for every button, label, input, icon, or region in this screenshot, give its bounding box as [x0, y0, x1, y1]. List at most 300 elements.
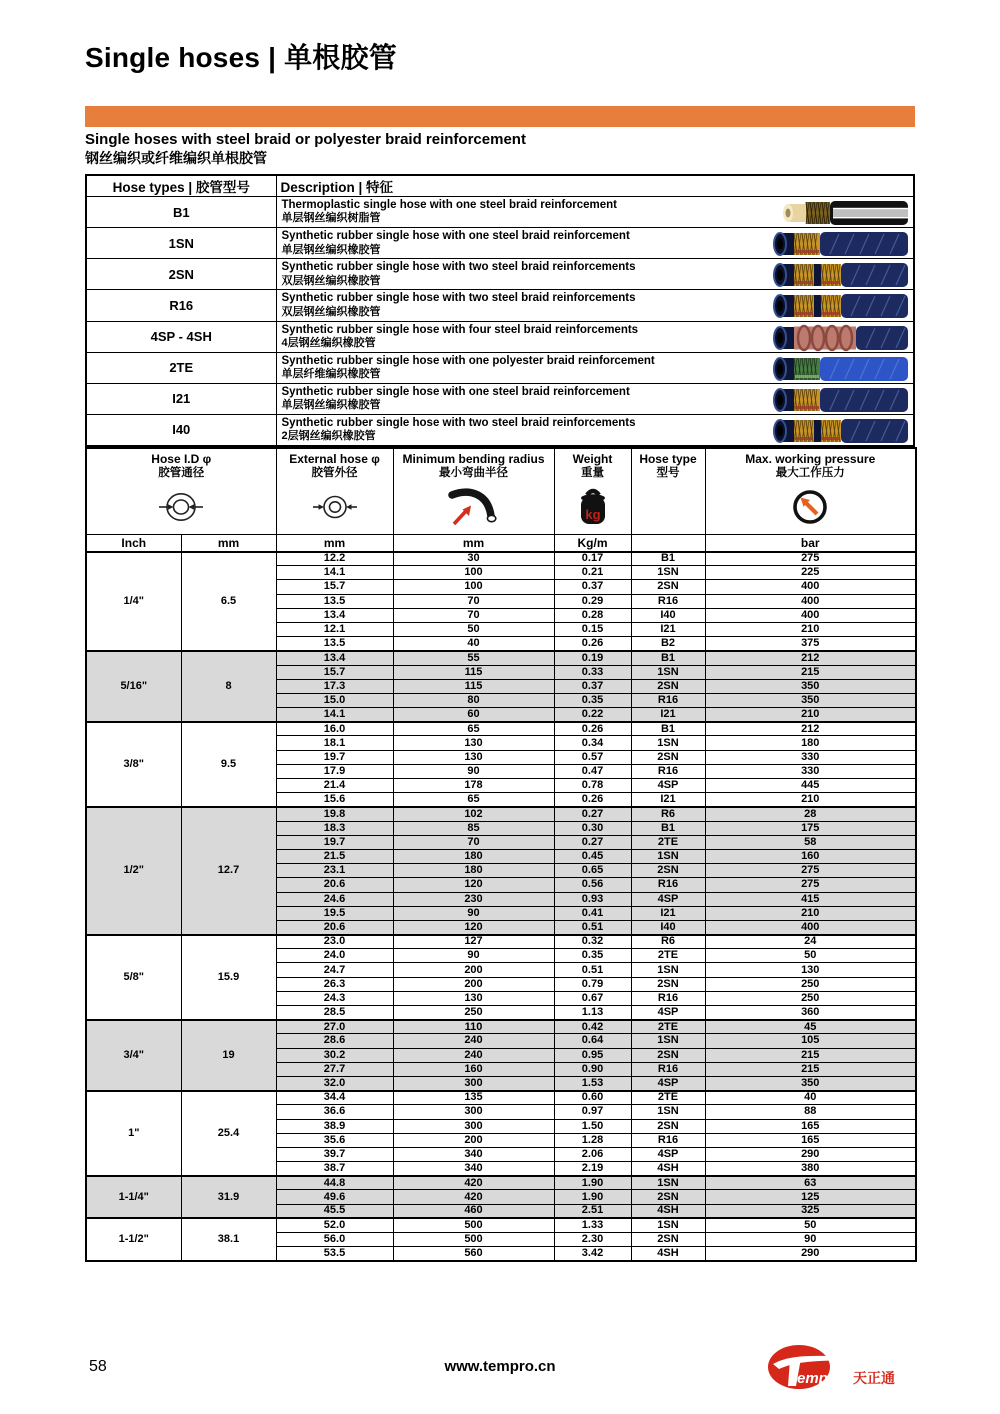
- hose-type-cell: 1SN: [631, 1105, 705, 1119]
- weight-cell: 1.33: [554, 1218, 631, 1232]
- hose-type-cell: 2SN: [631, 679, 705, 693]
- external-diameter-cell: 36.6: [276, 1105, 393, 1119]
- external-diameter-cell: 27.7: [276, 1062, 393, 1076]
- max-pressure-cell: 165: [705, 1133, 916, 1147]
- hose-id-mm-cell: 12.7: [181, 807, 276, 935]
- external-diameter-cell: 17.3: [276, 679, 393, 693]
- hose-type-cell: 2SN: [631, 1119, 705, 1133]
- unit-kgm: Kg/m: [554, 534, 631, 552]
- hose-type-cell: 2SN: [631, 1048, 705, 1062]
- hose-cutaway-image: [770, 354, 910, 384]
- hose-type-code: 4SP - 4SH: [86, 321, 276, 352]
- weight-cell: 0.79: [554, 977, 631, 991]
- col-hose-type: [631, 448, 705, 534]
- hose-type-row: [86, 259, 914, 290]
- types-header-row: [86, 175, 914, 197]
- hose-description-cell: [276, 228, 914, 259]
- hose-id-inch-cell: 5/16": [86, 651, 181, 722]
- max-pressure-cell: 212: [705, 722, 916, 736]
- weight-cell: 0.17: [554, 552, 631, 566]
- hose-desc-cn: 2层钢丝编织橡胶管: [281, 430, 376, 443]
- max-pressure-cell: 50: [705, 949, 916, 963]
- description-col-header: Description | 特征: [276, 175, 914, 197]
- bend-radius-cell: 340: [393, 1162, 554, 1176]
- bend-radius-cell: 420: [393, 1190, 554, 1204]
- hose-type-cell: 2TE: [631, 1091, 705, 1105]
- max-pressure-cell: 360: [705, 1006, 916, 1020]
- external-diameter-cell: 20.6: [276, 920, 393, 934]
- weight-kg-icon: [556, 484, 630, 530]
- max-pressure-cell: 63: [705, 1176, 916, 1190]
- max-pressure-cell: 275: [705, 864, 916, 878]
- bend-radius-cell: 90: [393, 949, 554, 963]
- external-diameter-cell: 28.5: [276, 1006, 393, 1020]
- bend-radius-cell: 120: [393, 920, 554, 934]
- section-subtitle-cn: 钢丝编织或纤维编织单根胶管: [85, 150, 267, 166]
- hose-type-row: [86, 321, 914, 352]
- max-pressure-cell: 400: [705, 920, 916, 934]
- hose-type-cell: 2SN: [631, 1233, 705, 1247]
- spec-row: [86, 552, 916, 566]
- hose-type-cell: 1SN: [631, 1176, 705, 1190]
- external-diameter-cell: 13.5: [276, 594, 393, 608]
- hose-desc-cn: 单层纤维编织橡胶管: [281, 368, 381, 380]
- spec-row: [86, 1091, 916, 1105]
- weight-cell: 0.93: [554, 892, 631, 906]
- bend-radius-cell: 180: [393, 864, 554, 878]
- external-diameter-cell: 45.5: [276, 1204, 393, 1218]
- max-pressure-cell: 380: [705, 1162, 916, 1176]
- bend-radius-cell: 90: [393, 906, 554, 920]
- weight-cell: 0.78: [554, 779, 631, 793]
- external-diameter-cell: 12.1: [276, 622, 393, 636]
- bend-radius-cell: 178: [393, 779, 554, 793]
- bend-radius-cell: 70: [393, 594, 554, 608]
- bend-radius-cell: 130: [393, 750, 554, 764]
- unit-mm: mm: [276, 534, 393, 552]
- pressure-gauge-icon: [707, 484, 915, 530]
- weight-cell: 0.26: [554, 793, 631, 807]
- bend-radius-cell: 115: [393, 665, 554, 679]
- hose-id-inch-cell: 5/8": [86, 935, 181, 1020]
- hose-type-code: R16: [86, 290, 276, 321]
- weight-cell: 2.19: [554, 1162, 631, 1176]
- external-diameter-cell: 44.8: [276, 1176, 393, 1190]
- hose-desc-en: Synthetic rubber single hose with four steel braid reinforcements: [281, 323, 639, 336]
- max-pressure-cell: 50: [705, 1218, 916, 1232]
- hose-type-cell: I21: [631, 793, 705, 807]
- unit-mm: mm: [181, 534, 276, 552]
- external-diameter-cell: 17.9: [276, 764, 393, 778]
- bend-radius-cell: 300: [393, 1119, 554, 1133]
- svg-text:kg: kg: [584, 506, 601, 522]
- hose-type-cell: 1SN: [631, 736, 705, 750]
- max-pressure-cell: 210: [705, 793, 916, 807]
- weight-cell: 0.57: [554, 750, 631, 764]
- col-label-cn: 型号: [656, 467, 680, 480]
- page-title: Single hoses | 单根胶管: [85, 42, 397, 73]
- hose-types-table: [85, 174, 915, 447]
- max-pressure-cell: 400: [705, 580, 916, 594]
- hose-type-cell: B1: [631, 651, 705, 665]
- bend-radius-cell: 127: [393, 935, 554, 949]
- units-row: [86, 534, 916, 552]
- hose-type-row: [86, 290, 914, 321]
- external-diameter-cell: 15.0: [276, 693, 393, 707]
- hose-type-cell: B1: [631, 722, 705, 736]
- bend-radius-cell: 200: [393, 977, 554, 991]
- weight-cell: 0.56: [554, 878, 631, 892]
- external-diameter-cell: 12.2: [276, 552, 393, 566]
- hose-type-cell: R6: [631, 935, 705, 949]
- external-diameter-cell: 24.0: [276, 949, 393, 963]
- max-pressure-cell: 350: [705, 1076, 916, 1090]
- spec-row: [86, 1218, 916, 1232]
- bend-radius-cell: 500: [393, 1218, 554, 1232]
- hose-cutaway-image: [770, 323, 910, 353]
- hose-type-code: I21: [86, 383, 276, 414]
- hose-desc-cn: 单层钢丝编织树脂管: [281, 212, 381, 225]
- hose-type-cell: R16: [631, 991, 705, 1005]
- max-pressure-cell: 415: [705, 892, 916, 906]
- bend-radius-cell: 60: [393, 708, 554, 722]
- weight-cell: 0.27: [554, 807, 631, 821]
- bend-radius-cell: 120: [393, 878, 554, 892]
- website-link[interactable]: www.tempro.cn: [444, 1358, 556, 1375]
- external-diameter-cell: 38.7: [276, 1162, 393, 1176]
- external-diameter-cell: 19.7: [276, 750, 393, 764]
- bend-radius-cell: 230: [393, 892, 554, 906]
- max-pressure-cell: 105: [705, 1034, 916, 1048]
- hose-id-mm-cell: 6.5: [181, 552, 276, 651]
- weight-cell: 0.41: [554, 906, 631, 920]
- col-label-cn: 胶管通径: [158, 467, 205, 480]
- weight-cell: 2.06: [554, 1147, 631, 1161]
- weight-cell: 0.67: [554, 991, 631, 1005]
- hose-cutaway-image: [770, 229, 910, 259]
- bend-radius-cell: 115: [393, 679, 554, 693]
- hose-cutaway-image: [770, 198, 910, 228]
- col-label-en: Max. working pressure: [745, 452, 876, 466]
- max-pressure-cell: 330: [705, 764, 916, 778]
- weight-cell: 0.32: [554, 935, 631, 949]
- hose-id-inch-cell: 1/2": [86, 807, 181, 935]
- hose-type-cell: I40: [631, 920, 705, 934]
- weight-cell: 1.90: [554, 1190, 631, 1204]
- max-pressure-cell: 125: [705, 1190, 916, 1204]
- hose-type-row: [86, 352, 914, 383]
- hose-id-mm-cell: 8: [181, 651, 276, 722]
- hose-type-row: [86, 383, 914, 414]
- weight-cell: 2.30: [554, 1233, 631, 1247]
- hose-type-cell: 4SH: [631, 1204, 705, 1218]
- section-subtitle-en: Single hoses with steel braid or polyester braid reinforcement: [85, 131, 526, 148]
- max-pressure-cell: 215: [705, 1062, 916, 1076]
- external-diameter-cell: 19.8: [276, 807, 393, 821]
- weight-cell: 0.65: [554, 864, 631, 878]
- bend-radius-cell: 65: [393, 793, 554, 807]
- hose-description-cell: [276, 414, 914, 446]
- max-pressure-cell: 175: [705, 821, 916, 835]
- hose-id-inch-cell: 1-1/2": [86, 1218, 181, 1261]
- weight-cell: 0.42: [554, 1020, 631, 1034]
- hose-type-row: [86, 197, 914, 228]
- external-diameter-cell: 13.4: [276, 608, 393, 622]
- hose-type-code: 2SN: [86, 259, 276, 290]
- max-pressure-cell: 350: [705, 679, 916, 693]
- hose-desc-cn: 双层钢丝编织橡胶管: [281, 274, 381, 287]
- hose-type-cell: I21: [631, 906, 705, 920]
- hose-type-cell: 2SN: [631, 864, 705, 878]
- weight-cell: 2.51: [554, 1204, 631, 1218]
- col-label-en: Hose type: [639, 452, 697, 466]
- spec-header-row: [86, 448, 916, 534]
- external-diameter-cell: 19.5: [276, 906, 393, 920]
- weight-cell: 1.28: [554, 1133, 631, 1147]
- hose-type-cell: 4SP: [631, 1076, 705, 1090]
- hose-type-cell: 1SN: [631, 1218, 705, 1232]
- hose-type-cell: R16: [631, 878, 705, 892]
- bend-radius-cell: 90: [393, 764, 554, 778]
- bend-radius-cell: 70: [393, 608, 554, 622]
- hose-type-cell: 2TE: [631, 1020, 705, 1034]
- max-pressure-cell: 88: [705, 1105, 916, 1119]
- hose-type-cell: R16: [631, 693, 705, 707]
- external-diameter-cell: 27.0: [276, 1020, 393, 1034]
- spec-row: [86, 651, 916, 665]
- unit-bar: bar: [705, 534, 916, 552]
- hose-type-cell: 4SH: [631, 1247, 705, 1261]
- hose-desc-cn: 4层钢丝编织橡胶管: [281, 336, 376, 349]
- external-diameter-cell: 52.0: [276, 1218, 393, 1232]
- max-pressure-cell: 90: [705, 1233, 916, 1247]
- max-pressure-cell: 215: [705, 1048, 916, 1062]
- col-label-cn: 胶管外径: [311, 467, 358, 480]
- external-diameter-cell: 56.0: [276, 1233, 393, 1247]
- bend-radius-cell: 135: [393, 1091, 554, 1105]
- max-pressure-cell: 225: [705, 566, 916, 580]
- external-diameter-cell: 24.6: [276, 892, 393, 906]
- weight-cell: 1.50: [554, 1119, 631, 1133]
- hose-id-inch-cell: 3/8": [86, 722, 181, 807]
- svg-text:天正通: 天正通: [853, 1370, 895, 1386]
- max-pressure-cell: 400: [705, 594, 916, 608]
- bend-radius-cell: 180: [393, 849, 554, 863]
- inner-diameter-icon: [88, 484, 275, 530]
- hose-desc-en: Synthetic rubber single hose with two steel braid reinforcements: [281, 416, 636, 429]
- spec-table: [85, 447, 917, 1262]
- hose-type-cell: R16: [631, 764, 705, 778]
- max-pressure-cell: 250: [705, 977, 916, 991]
- hose-desc-en: Synthetic rubber single hose with one steel braid reinforcement: [281, 230, 630, 243]
- external-diameter-cell: 53.5: [276, 1247, 393, 1261]
- max-pressure-cell: 350: [705, 693, 916, 707]
- max-pressure-cell: 212: [705, 651, 916, 665]
- types-col-header: Hose types | 胶管型号: [86, 175, 276, 197]
- weight-cell: 0.64: [554, 1034, 631, 1048]
- hose-description-cell: [276, 290, 914, 321]
- external-diameter-cell: 24.7: [276, 963, 393, 977]
- unit-blank: [631, 534, 705, 552]
- max-pressure-cell: 24: [705, 935, 916, 949]
- max-pressure-cell: 28: [705, 807, 916, 821]
- hose-description-cell: [276, 321, 914, 352]
- max-pressure-cell: 130: [705, 963, 916, 977]
- bend-radius-cell: 80: [393, 693, 554, 707]
- weight-cell: 0.28: [554, 608, 631, 622]
- max-pressure-cell: 165: [705, 1119, 916, 1133]
- max-pressure-cell: 215: [705, 665, 916, 679]
- hose-type-row: [86, 228, 914, 259]
- hose-type-cell: 4SP: [631, 1147, 705, 1161]
- bend-radius-cell: 200: [393, 1133, 554, 1147]
- hose-cutaway-image: [770, 385, 910, 415]
- hose-type-cell: R16: [631, 1133, 705, 1147]
- external-diameter-cell: 13.4: [276, 651, 393, 665]
- weight-cell: 0.45: [554, 849, 631, 863]
- hose-type-cell: I21: [631, 622, 705, 636]
- hose-id-mm-cell: 19: [181, 1020, 276, 1091]
- page-number: 58: [89, 1358, 107, 1375]
- spec-row: [86, 807, 916, 821]
- col-label-en: External hose φ: [289, 452, 380, 466]
- col-label-en: Hose I.D φ: [151, 452, 212, 466]
- bend-radius-cell: 460: [393, 1204, 554, 1218]
- hose-type-cell: 4SP: [631, 892, 705, 906]
- bend-radius-cell: 420: [393, 1176, 554, 1190]
- bend-radius-cell: 30: [393, 552, 554, 566]
- hose-id-mm-cell: 25.4: [181, 1091, 276, 1176]
- external-diameter-cell: 18.3: [276, 821, 393, 835]
- col-weight: [554, 448, 631, 534]
- catalog-page: [85, 0, 915, 1262]
- bend-radius-cell: 50: [393, 622, 554, 636]
- external-diameter-cell: 14.1: [276, 708, 393, 722]
- external-diameter-cell: 23.0: [276, 935, 393, 949]
- col-external: [276, 448, 393, 534]
- hose-type-cell: B1: [631, 552, 705, 566]
- bend-radius-cell: 100: [393, 580, 554, 594]
- weight-cell: 1.90: [554, 1176, 631, 1190]
- hose-type-cell: 2SN: [631, 750, 705, 764]
- hose-id-inch-cell: 1": [86, 1091, 181, 1176]
- spec-row: [86, 1020, 916, 1034]
- bend-radius-icon: [395, 484, 553, 530]
- hose-type-code: B1: [86, 197, 276, 228]
- external-diameter-cell: 16.0: [276, 722, 393, 736]
- hose-description-cell: [276, 383, 914, 414]
- external-diameter-cell: 21.5: [276, 849, 393, 863]
- bend-radius-cell: 340: [393, 1147, 554, 1161]
- bend-radius-cell: 300: [393, 1105, 554, 1119]
- external-diameter-cell: 35.6: [276, 1133, 393, 1147]
- spec-row: [86, 722, 916, 736]
- max-pressure-cell: 58: [705, 835, 916, 849]
- bend-radius-cell: 130: [393, 991, 554, 1005]
- col-label-cn: 重量: [581, 467, 604, 480]
- bend-radius-cell: 40: [393, 637, 554, 651]
- external-diameter-cell: 39.7: [276, 1147, 393, 1161]
- max-pressure-cell: 275: [705, 878, 916, 892]
- bend-radius-cell: 65: [393, 722, 554, 736]
- external-diameter-cell: 19.7: [276, 835, 393, 849]
- weight-cell: 0.47: [554, 764, 631, 778]
- hose-type-cell: 4SP: [631, 779, 705, 793]
- hose-id-inch-cell: 1-1/4": [86, 1176, 181, 1219]
- col-label-cn: 最大工作压力: [775, 467, 845, 480]
- svg-text:empro: empro: [797, 1370, 843, 1387]
- weight-cell: 0.97: [554, 1105, 631, 1119]
- outer-diameter-icon: [278, 484, 392, 530]
- unit-mm: mm: [393, 534, 554, 552]
- max-pressure-cell: 445: [705, 779, 916, 793]
- hose-type-cell: B1: [631, 821, 705, 835]
- max-pressure-cell: 290: [705, 1147, 916, 1161]
- col-bend-radius: [393, 448, 554, 534]
- hose-type-cell: 1SN: [631, 566, 705, 580]
- external-diameter-cell: 13.5: [276, 637, 393, 651]
- col-label-en: Weight: [572, 452, 613, 466]
- external-diameter-cell: 34.4: [276, 1091, 393, 1105]
- col-label-en: Minimum bending radius: [402, 452, 545, 466]
- weight-cell: 1.13: [554, 1006, 631, 1020]
- hose-type-cell: I40: [631, 608, 705, 622]
- weight-cell: 0.26: [554, 637, 631, 651]
- hose-type-cell: 4SH: [631, 1162, 705, 1176]
- hose-type-cell: R6: [631, 807, 705, 821]
- hose-description-cell: [276, 352, 914, 383]
- unit-inch: Inch: [86, 534, 181, 552]
- no-icon: [633, 484, 704, 530]
- max-pressure-cell: 325: [705, 1204, 916, 1218]
- bend-radius-cell: 85: [393, 821, 554, 835]
- max-pressure-cell: 160: [705, 849, 916, 863]
- weight-cell: 0.26: [554, 722, 631, 736]
- hose-type-cell: R16: [631, 594, 705, 608]
- hose-desc-cn: 单层钢丝编织橡胶管: [281, 243, 381, 256]
- weight-cell: 0.51: [554, 963, 631, 977]
- bend-radius-cell: 130: [393, 736, 554, 750]
- external-diameter-cell: 18.1: [276, 736, 393, 750]
- hose-cutaway-image: [770, 416, 910, 446]
- weight-cell: 0.35: [554, 949, 631, 963]
- hose-desc-en: Synthetic rubber single hose with one steel braid reinforcement: [281, 385, 630, 398]
- weight-cell: 0.19: [554, 651, 631, 665]
- weight-cell: 0.21: [554, 566, 631, 580]
- external-diameter-cell: 23.1: [276, 864, 393, 878]
- weight-cell: 0.37: [554, 580, 631, 594]
- max-pressure-cell: 210: [705, 622, 916, 636]
- hose-type-cell: B2: [631, 637, 705, 651]
- hose-type-cell: 2SN: [631, 1190, 705, 1204]
- hose-id-mm-cell: 38.1: [181, 1218, 276, 1261]
- hose-type-cell: 4SP: [631, 1006, 705, 1020]
- hose-id-inch-cell: 1/4": [86, 552, 181, 651]
- external-diameter-cell: 28.6: [276, 1034, 393, 1048]
- tempro-logo: [763, 1340, 915, 1394]
- hose-desc-cn: 双层钢丝编织橡胶管: [281, 305, 381, 318]
- external-diameter-cell: 24.3: [276, 991, 393, 1005]
- max-pressure-cell: 250: [705, 991, 916, 1005]
- hose-desc-en: Synthetic rubber single hose with two steel braid reinforcements: [281, 292, 636, 305]
- bend-radius-cell: 55: [393, 651, 554, 665]
- hose-id-mm-cell: 9.5: [181, 722, 276, 807]
- hose-type-cell: R16: [631, 1062, 705, 1076]
- hose-desc-cn: 单层钢丝编织橡胶管: [281, 399, 381, 412]
- hose-desc-en: Synthetic rubber single hose with one polyester braid reinforcement: [281, 354, 655, 367]
- weight-cell: 0.29: [554, 594, 631, 608]
- hose-type-code: 1SN: [86, 228, 276, 259]
